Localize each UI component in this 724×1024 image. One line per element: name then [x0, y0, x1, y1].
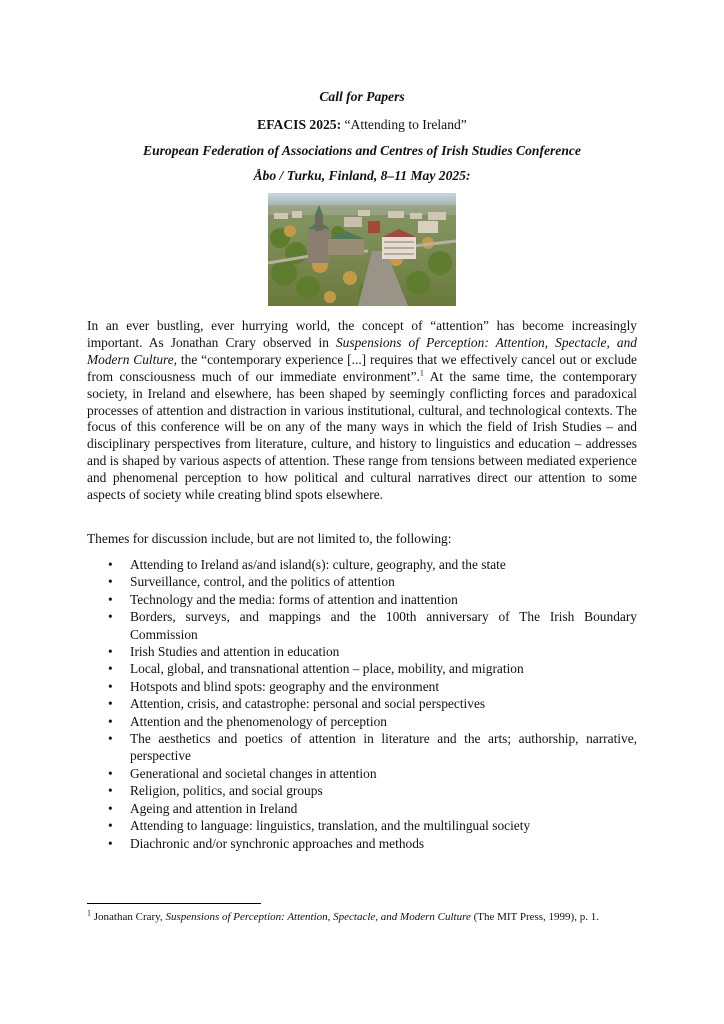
themes-intro: Themes for discussion include, but are not limited to, the following:: [87, 531, 452, 546]
intro-paragraph: [87, 318, 637, 504]
bullet-icon: •: [108, 661, 113, 677]
bullet-icon: •: [108, 591, 113, 607]
theme-text: Attending to language: linguistics, translation, and the multilingual society: [130, 818, 531, 834]
themes-list: [87, 556, 637, 852]
bullet-icon: •: [108, 765, 113, 781]
conference-theme: “Attending to Ireland”: [341, 117, 467, 132]
theme-list-item: [87, 608, 637, 643]
theme-list-item: [87, 730, 637, 765]
bullet-icon: •: [108, 696, 113, 712]
footnote-mark: 1: [87, 908, 91, 918]
footnote-divider: [87, 903, 261, 904]
theme-text: Borders, surveys, and mappings and the 100th anniversary of The Irish Boundary Commission: [130, 609, 637, 642]
conference-title: [0, 116, 724, 134]
organisation-name: European Federation of Associations and Centres of Irish Studies Conference: [143, 143, 581, 158]
footnote-author: Jonathan Crary,: [91, 911, 166, 923]
bullet-icon: •: [108, 800, 113, 816]
venue-and-dates: Åbo / Turku, Finland, 8–11 May 2025:: [253, 168, 471, 183]
theme-text: Religion, politics, and social groups: [130, 783, 323, 799]
theme-list-item: [87, 643, 637, 660]
theme-text: Irish Studies and attention in education: [130, 644, 340, 660]
bullet-icon: •: [108, 783, 113, 799]
theme-text: The aesthetics and poetics of attention in literature and the arts; authorship, narrative, perspective: [130, 731, 637, 764]
bullet-icon: •: [108, 678, 113, 694]
aerial-city-illustration: [268, 193, 456, 306]
theme-list-item: [87, 678, 637, 695]
theme-text: Hotspots and blind spots: geography and the environment: [130, 678, 440, 694]
theme-list-item: [87, 800, 637, 817]
theme-list-item: [87, 765, 637, 782]
theme-text: Attending to Ireland as/and island(s): culture, geography, and the state: [130, 557, 506, 572]
bullet-icon: •: [108, 557, 113, 572]
bullet-icon: •: [108, 818, 113, 834]
call-for-papers-heading: Call for Papers: [319, 89, 405, 104]
aerial-photo-turku: [268, 193, 456, 306]
theme-list-item: [87, 556, 637, 573]
theme-text: Ageing and attention in Ireland: [130, 800, 298, 816]
footnote-reference[interactable]: 1: [419, 368, 424, 378]
theme-text: Technology and the media: forms of attention and inattention: [130, 591, 458, 607]
bullet-icon: •: [108, 731, 113, 747]
theme-text: Attention, crisis, and catastrophe: personal and social perspectives: [130, 696, 486, 712]
theme-list-item: [87, 713, 637, 730]
bullet-icon: •: [108, 644, 113, 660]
bullet-icon: •: [108, 609, 113, 625]
theme-text: Local, global, and transnational attention – place, mobility, and migration: [130, 661, 524, 677]
footnote-publication: (The MIT Press, 1999), p. 1.: [470, 911, 599, 923]
footnote: [87, 910, 639, 925]
intro-text-part-2: the “contemporary experience [...] requires that we effectively cancel out or exclude from consciousness much of our immediate environment”.: [87, 351, 637, 384]
theme-list-item: [87, 782, 637, 799]
theme-list-item: [87, 660, 637, 677]
theme-list-item: [87, 573, 637, 590]
footnote-book-title: Suspensions of Perception: Attention, Spectacle, and Modern Culture: [165, 911, 471, 923]
bullet-icon: •: [108, 713, 113, 729]
theme-list-item: [87, 817, 637, 834]
theme-text: Surveillance, control, and the politics of attention: [130, 574, 395, 590]
theme-text: Attention and the phenomenology of perception: [130, 713, 387, 729]
theme-list-item: [87, 835, 637, 852]
theme-text: Generational and societal changes in attention: [130, 765, 377, 781]
intro-text-part-3: At the same time, the contemporary society, in Ireland and elsewhere, has been shaped by seemingly conflicting forces and paradoxical processes of attention and distraction in various institutional, cultural, and technological contexts. The focus of this conference will be on any of the many ways in which the field of Irish Studies – and disciplinary perspectives from literature, culture, and history to linguistics and education – addresses and is shaped by various aspects of attention. These range from tensions between mediated experience and phenomenal perception to how political and cultural narratives direct our attention to some aspects of society while creating blind spots elsewhere.: [87, 368, 637, 503]
intro-text-part-1: In an ever bustling, ever hurrying world, the concept of “attention” has become increasingly important. As Jonathan Crary observed in: [87, 318, 637, 350]
theme-list-item: [87, 695, 637, 712]
intro-book-title: Suspensions of Perception: Attention, Spectacle, and Modern Culture,: [87, 334, 637, 367]
conference-code: EFACIS 2025:: [257, 117, 342, 132]
bullet-icon: •: [108, 835, 113, 851]
theme-list-item: [87, 591, 637, 608]
bullet-icon: •: [108, 574, 113, 590]
theme-text: Diachronic and/or synchronic approaches and methods: [130, 835, 425, 851]
